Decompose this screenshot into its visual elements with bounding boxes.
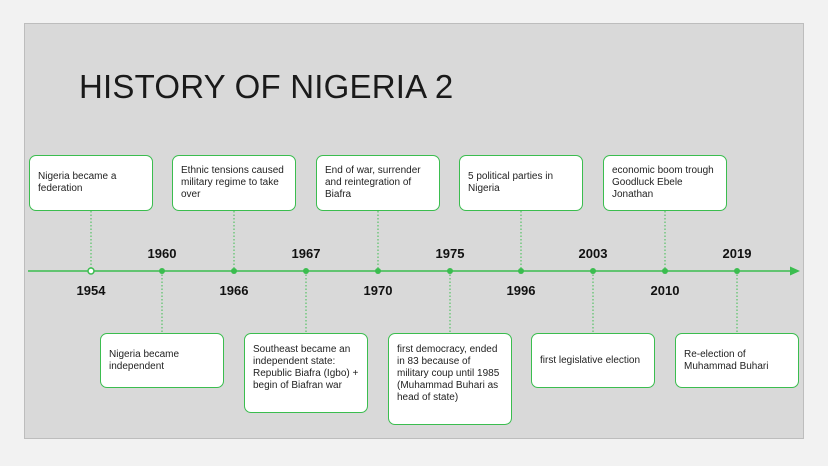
event-card-1996: [459, 155, 583, 211]
event-text: End of war, surrender and reintegration of Biafra: [325, 165, 421, 200]
event-card-2010: [603, 155, 727, 211]
year-label: 1996: [506, 283, 536, 298]
event-text: Nigeria became a federation: [38, 171, 117, 194]
marker-1960: [159, 268, 165, 274]
event-text: Re-election of Muhammad Buhari: [684, 348, 769, 372]
year-label: 1960: [147, 246, 177, 261]
timeline-arrowhead: [790, 267, 800, 276]
event-text: first legislative election: [540, 354, 641, 366]
marker-2003: [590, 268, 596, 274]
event-card-1967: [244, 333, 368, 413]
event-card-1960: [100, 333, 224, 388]
marker-1954: [88, 268, 94, 274]
event-text: first democracy, ended in 83 because of military coup until 1985 (Muhammad Buhari as head of state): [397, 344, 500, 403]
event-card-1954: [29, 155, 153, 211]
event-card-2019: [675, 333, 799, 388]
marker-1996: [518, 268, 524, 274]
year-label: 2019: [722, 246, 752, 261]
marker-1975: [447, 268, 453, 274]
marker-1966: [231, 268, 237, 274]
marker-1967: [303, 268, 309, 274]
year-label: 1966: [219, 283, 249, 298]
marker-2019: [734, 268, 740, 274]
year-label: 1954: [76, 283, 106, 298]
event-text: Nigeria became independent: [109, 348, 180, 372]
year-label: 1975: [435, 246, 465, 261]
event-card-1970: [316, 155, 440, 211]
marker-2010: [662, 268, 668, 274]
marker-1970: [375, 268, 381, 274]
event-text: 5 political parties in Nigeria: [468, 171, 554, 194]
year-label: 2010: [650, 283, 680, 298]
event-card-2003: [531, 333, 655, 388]
event-text: Ethnic tensions caused military regime to take over: [181, 165, 284, 200]
page-title: HISTORY OF NIGERIA 2: [79, 68, 454, 105]
year-label: 1967: [291, 246, 321, 261]
event-text: Southeast became an independent state: Republic Biafra (Igbo) + begin of Biafran war: [253, 344, 359, 391]
year-label: 2003: [578, 246, 608, 261]
event-text: economic boom trough Goodluck Ebele Jonathan: [612, 165, 714, 200]
year-label: 1970: [363, 283, 393, 298]
event-card-1975: [388, 333, 512, 425]
event-card-1966: [172, 155, 296, 211]
